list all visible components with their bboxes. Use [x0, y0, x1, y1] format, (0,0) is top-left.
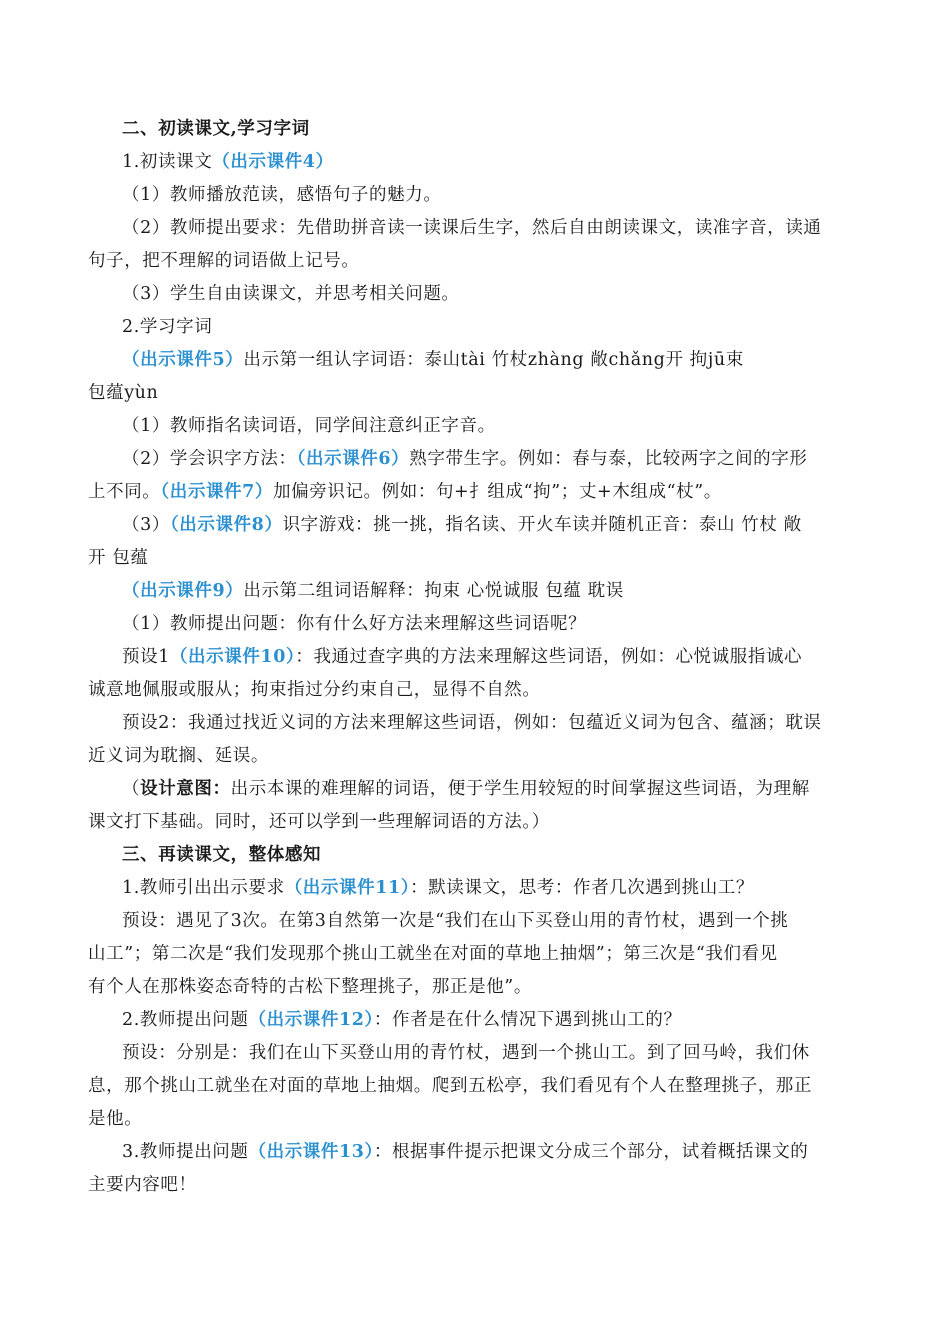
text: 上不同。	[88, 482, 161, 502]
courseware-ref: （出示课件9）	[122, 581, 244, 601]
section-heading-3: 三、再读课文，整体感知	[122, 845, 322, 865]
paragraph-line	[122, 579, 902, 603]
text: 1.教师引出出示要求	[122, 878, 285, 898]
design-intent-label: 设计意图：	[140, 779, 231, 799]
paragraph-line: 山工”；第二次是“我们发现那个挑山工就坐在对面的草地上抽烟”；第三次是“我们看见	[88, 944, 778, 964]
paragraph-line: 课文打下基础。同时，还可以学到一些理解词语的方法。）	[88, 812, 550, 832]
paragraph-line	[88, 480, 868, 504]
text: ：作者是在什么情况下遇到挑山工的？	[373, 1010, 682, 1030]
courseware-ref: （出示课件5）	[122, 350, 244, 370]
paragraph-line	[122, 645, 902, 669]
paragraph-line: 主要内容吧！	[88, 1175, 197, 1195]
courseware-ref: （出示课件11）	[284, 878, 411, 898]
text: 识字游戏：挑一挑，指名读、开火车读并随机正音：泰山 竹杖 敞	[282, 515, 802, 535]
paragraph-line	[122, 1008, 902, 1032]
courseware-ref: （出示课件8）	[169, 515, 283, 535]
paragraph-line	[122, 348, 902, 372]
text: 熟字带生字。例如：春与泰，比较两字之间的字形	[409, 449, 808, 469]
paragraph-line	[122, 876, 902, 900]
text: （	[122, 779, 141, 799]
paragraph-line: 包蕴yùn	[88, 383, 159, 403]
text: 出示第二组词语解释：拘束 心悦诚服 包蕴 耽误	[243, 581, 624, 601]
paragraph-line: （3）学生自由读课文，并思考相关问题。	[122, 284, 460, 304]
paragraph-line: 是他。	[88, 1109, 143, 1129]
paragraph-line: 预设：分别是：我们在山下买登山用的青竹杖，遇到一个挑山工。到了回马岭，我们休	[122, 1043, 810, 1063]
paragraph-line: （1）教师播放范读，感悟句子的魅力。	[122, 185, 442, 205]
paragraph-line: （2）教师提出要求：先借助拼音读一读课后生字，然后自由朗读课文，读准字音，读通	[122, 218, 822, 238]
text: ：默读课文，思考：作者几次遇到挑山工？	[410, 878, 755, 898]
paragraph-line: 息，那个挑山工就坐在对面的草地上抽烟。爬到五松亭，我们看见有个人在整理挑子，那正	[88, 1076, 812, 1096]
paragraph-line	[122, 1140, 902, 1164]
paragraph-line	[122, 513, 902, 537]
courseware-ref: （出示课件4）	[212, 152, 334, 172]
text: 3.教师提出问题	[122, 1142, 249, 1162]
section-heading-2: 二、初读课文,学习字词	[122, 119, 310, 139]
text: 加偏旁识记。例如：句+扌组成“拘”；丈+木组成“杖”。	[273, 482, 722, 502]
text: ：根据事件提示把课文分成三个部分，试着概括课文的	[373, 1142, 809, 1162]
text: 出示第一组认字词语：泰山tài 竹杖zhàng 敞chǎng开 拘jū束	[243, 350, 744, 370]
paragraph-line: 预设2：我通过找近义词的方法来理解这些词语，例如：包蕴近义词为包含、蕴涵；耽误	[122, 713, 822, 733]
paragraph-line: （1）教师指名读词语，同学间注意纠正字音。	[122, 416, 496, 436]
text: 1.初读课文	[122, 152, 213, 172]
paragraph-line: 诚意地佩服或服从；拘束指过分约束自己，显得不自然。	[88, 680, 541, 700]
paragraph-line: 2.学习字词	[122, 317, 213, 337]
paragraph-line: 开 包蕴	[88, 548, 149, 568]
courseware-ref: （出示课件10）	[169, 647, 296, 667]
courseware-ref: （出示课件12）	[248, 1010, 374, 1030]
text: ：我通过查字典的方法来理解这些词语，例如：心悦诚服指诚心	[295, 647, 803, 667]
text: （2）学会识字方法：	[122, 449, 297, 469]
paragraph-line	[122, 150, 902, 174]
paragraph-line: （1）教师提出问题：你有什么好方法来理解这些词语呢？	[122, 614, 587, 634]
design-intent-line	[122, 777, 902, 801]
courseware-ref: （出示课件6）	[296, 449, 410, 469]
text: 2.教师提出问题	[122, 1010, 249, 1030]
paragraph-line: 有个人在那株姿态奇特的古松下整理挑子，那正是他”。	[88, 977, 532, 997]
paragraph-line: 预设：遇见了3次。在第3自然第一次是“我们在山下买登山用的青竹杖，遇到一个挑	[122, 911, 789, 931]
paragraph-line	[122, 447, 902, 471]
text: （3）	[122, 515, 170, 535]
text: 出示本课的难理解的词语，便于学生用较短的时间掌握这些词语，为理解	[230, 779, 810, 799]
text: 预设1	[122, 647, 170, 667]
courseware-ref: （出示课件13）	[248, 1142, 374, 1162]
courseware-ref: （出示课件7）	[160, 482, 274, 502]
paragraph-line: 近义词为耽搁、延误。	[88, 746, 269, 766]
paragraph-line: 句子，把不理解的词语做上记号。	[88, 251, 360, 271]
